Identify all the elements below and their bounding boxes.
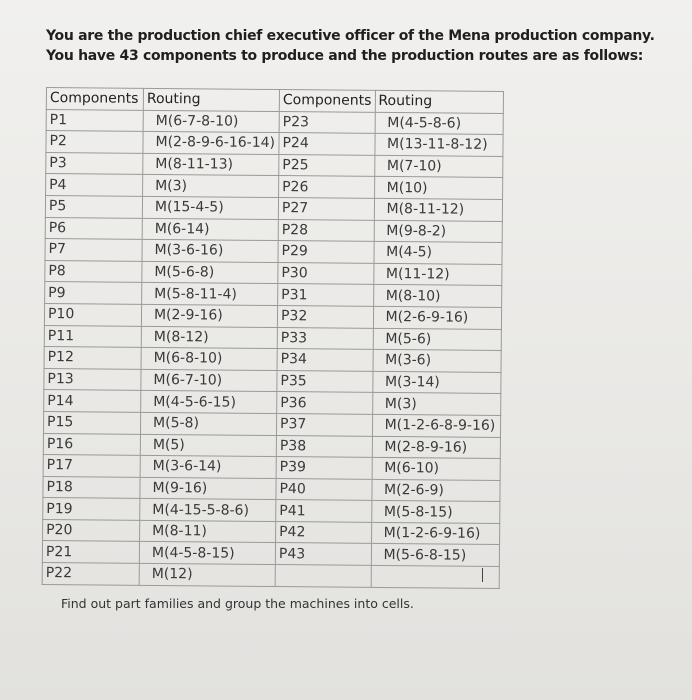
component-cell: P29 <box>278 241 374 263</box>
routing-cell: M(3-6-14) <box>140 455 276 478</box>
routing-cell: M(3-6) <box>373 349 501 372</box>
component-cell: P23 <box>279 111 375 133</box>
routing-cell: M(3) <box>372 393 500 416</box>
routing-cell: M(11-12) <box>373 263 501 286</box>
component-cell: P2 <box>46 131 143 153</box>
routing-table <box>42 87 504 589</box>
routing-cell: M(6-14) <box>142 218 278 241</box>
component-cell: P15 <box>43 411 140 433</box>
component-cell: P22 <box>42 563 139 585</box>
routing-cell: M(5-8) <box>140 412 276 435</box>
component-cell: P31 <box>278 284 374 306</box>
component-cell: P5 <box>45 195 142 217</box>
routing-cell: M(8-11-13) <box>143 153 279 176</box>
routing-cell: M(8-12) <box>141 326 277 349</box>
component-cell: P8 <box>45 260 142 282</box>
routing-cell: M(2-8-9-16) <box>372 436 500 459</box>
routing-cell: M(8-11-12) <box>374 198 502 221</box>
routing-cell: M(2-6-9) <box>371 479 499 502</box>
component-cell: P9 <box>45 282 142 304</box>
routing-cell: M(6-10) <box>372 457 500 480</box>
routing-cell: M(5-6) <box>373 328 501 351</box>
routing-cell: M(12) <box>139 563 275 586</box>
component-cell: P14 <box>44 390 141 412</box>
routing-cell: M(3) <box>143 175 279 198</box>
component-cell: P41 <box>276 500 372 522</box>
routing-cell: M(1-2-6-9-16) <box>371 522 499 545</box>
component-cell: P7 <box>45 239 142 261</box>
text-cursor <box>482 568 483 582</box>
routing-cell: M(5-6-8-15) <box>371 544 499 567</box>
routing-cell: M(1-2-6-8-9-16) <box>372 414 500 437</box>
header-components-2: Components <box>279 90 375 112</box>
component-cell: P39 <box>276 457 372 479</box>
table-row <box>42 563 499 589</box>
component-cell: P19 <box>43 498 140 520</box>
component-cell: P21 <box>42 541 139 563</box>
routing-cell: M(13-11-8-12) <box>374 134 502 157</box>
component-cell: P16 <box>43 433 140 455</box>
routing-cell: M(2-6-9-16) <box>373 306 501 329</box>
component-cell: P6 <box>45 217 142 239</box>
routing-cell: M(6-7-10) <box>141 369 277 392</box>
routing-cell: M(4-5-6-15) <box>141 391 277 414</box>
routing-cell: M(3-6-16) <box>142 240 278 263</box>
component-cell: P25 <box>279 154 375 176</box>
routing-cell: M(5-6-8) <box>142 261 278 284</box>
component-cell: P18 <box>43 476 140 498</box>
routing-cell: M(7-10) <box>374 155 502 178</box>
routing-cell: M(9-8-2) <box>374 220 502 243</box>
routing-cell: M(4-5-8-6) <box>375 112 503 135</box>
intro-paragraph: You are the production chief executive officer of the Mena production company. You have 43 components to produce and the production routes are as follows: <box>46 28 655 64</box>
routing-cell: M(9-16) <box>140 477 276 500</box>
routing-cell <box>371 565 499 588</box>
component-cell: P11 <box>44 325 141 347</box>
routing-cell: M(8-11) <box>140 520 276 543</box>
routing-cell: M(6-7-8-10) <box>143 110 279 133</box>
routing-cell: M(5-8-11-4) <box>142 283 278 306</box>
component-cell: P12 <box>44 347 141 369</box>
routing-cell: M(5) <box>140 434 276 457</box>
component-cell: P4 <box>46 174 143 196</box>
routing-cell: M(2-8-9-6-16-14) <box>143 132 279 155</box>
component-cell: P34 <box>277 349 373 371</box>
table-body <box>42 109 503 588</box>
routing-cell: M(3-14) <box>372 371 500 394</box>
component-cell: P1 <box>46 109 143 131</box>
routing-cell: M(6-8-10) <box>141 347 277 370</box>
routing-cell: M(5-8-15) <box>371 501 499 524</box>
component-cell: P27 <box>278 198 374 220</box>
header-components-1: Components <box>46 88 143 110</box>
component-cell: P24 <box>279 133 375 155</box>
routing-cell: M(4-5-8-15) <box>139 542 275 565</box>
component-cell: P10 <box>44 303 141 325</box>
component-cell: P17 <box>43 455 140 477</box>
component-cell <box>275 565 371 587</box>
component-cell: P37 <box>276 413 372 435</box>
component-cell: P32 <box>277 305 373 327</box>
component-cell: P20 <box>43 519 140 541</box>
component-cell: P3 <box>46 152 143 174</box>
component-cell: P33 <box>277 327 373 349</box>
routing-cell: M(4-15-5-8-6) <box>140 499 276 522</box>
component-cell: P40 <box>276 478 372 500</box>
routing-cell: M(10) <box>374 177 502 200</box>
routing-cell: M(15-4-5) <box>142 196 278 219</box>
component-cell: P35 <box>277 370 373 392</box>
component-cell: P28 <box>278 219 374 241</box>
routing-cell: M(8-10) <box>373 285 501 308</box>
routing-cell: M(2-9-16) <box>141 304 277 327</box>
component-cell: P30 <box>278 262 374 284</box>
component-cell: P26 <box>279 176 375 198</box>
routing-cell: M(4-5) <box>374 242 502 265</box>
component-cell: P38 <box>276 435 372 457</box>
component-cell: P13 <box>44 368 141 390</box>
header-routing-2: Routing <box>375 90 503 113</box>
header-routing-1: Routing <box>143 88 279 111</box>
component-cell: P42 <box>276 521 372 543</box>
component-cell: P43 <box>275 543 371 565</box>
question-text: Find out part families and group the machines into cells. <box>61 596 414 611</box>
component-cell: P36 <box>277 392 373 414</box>
